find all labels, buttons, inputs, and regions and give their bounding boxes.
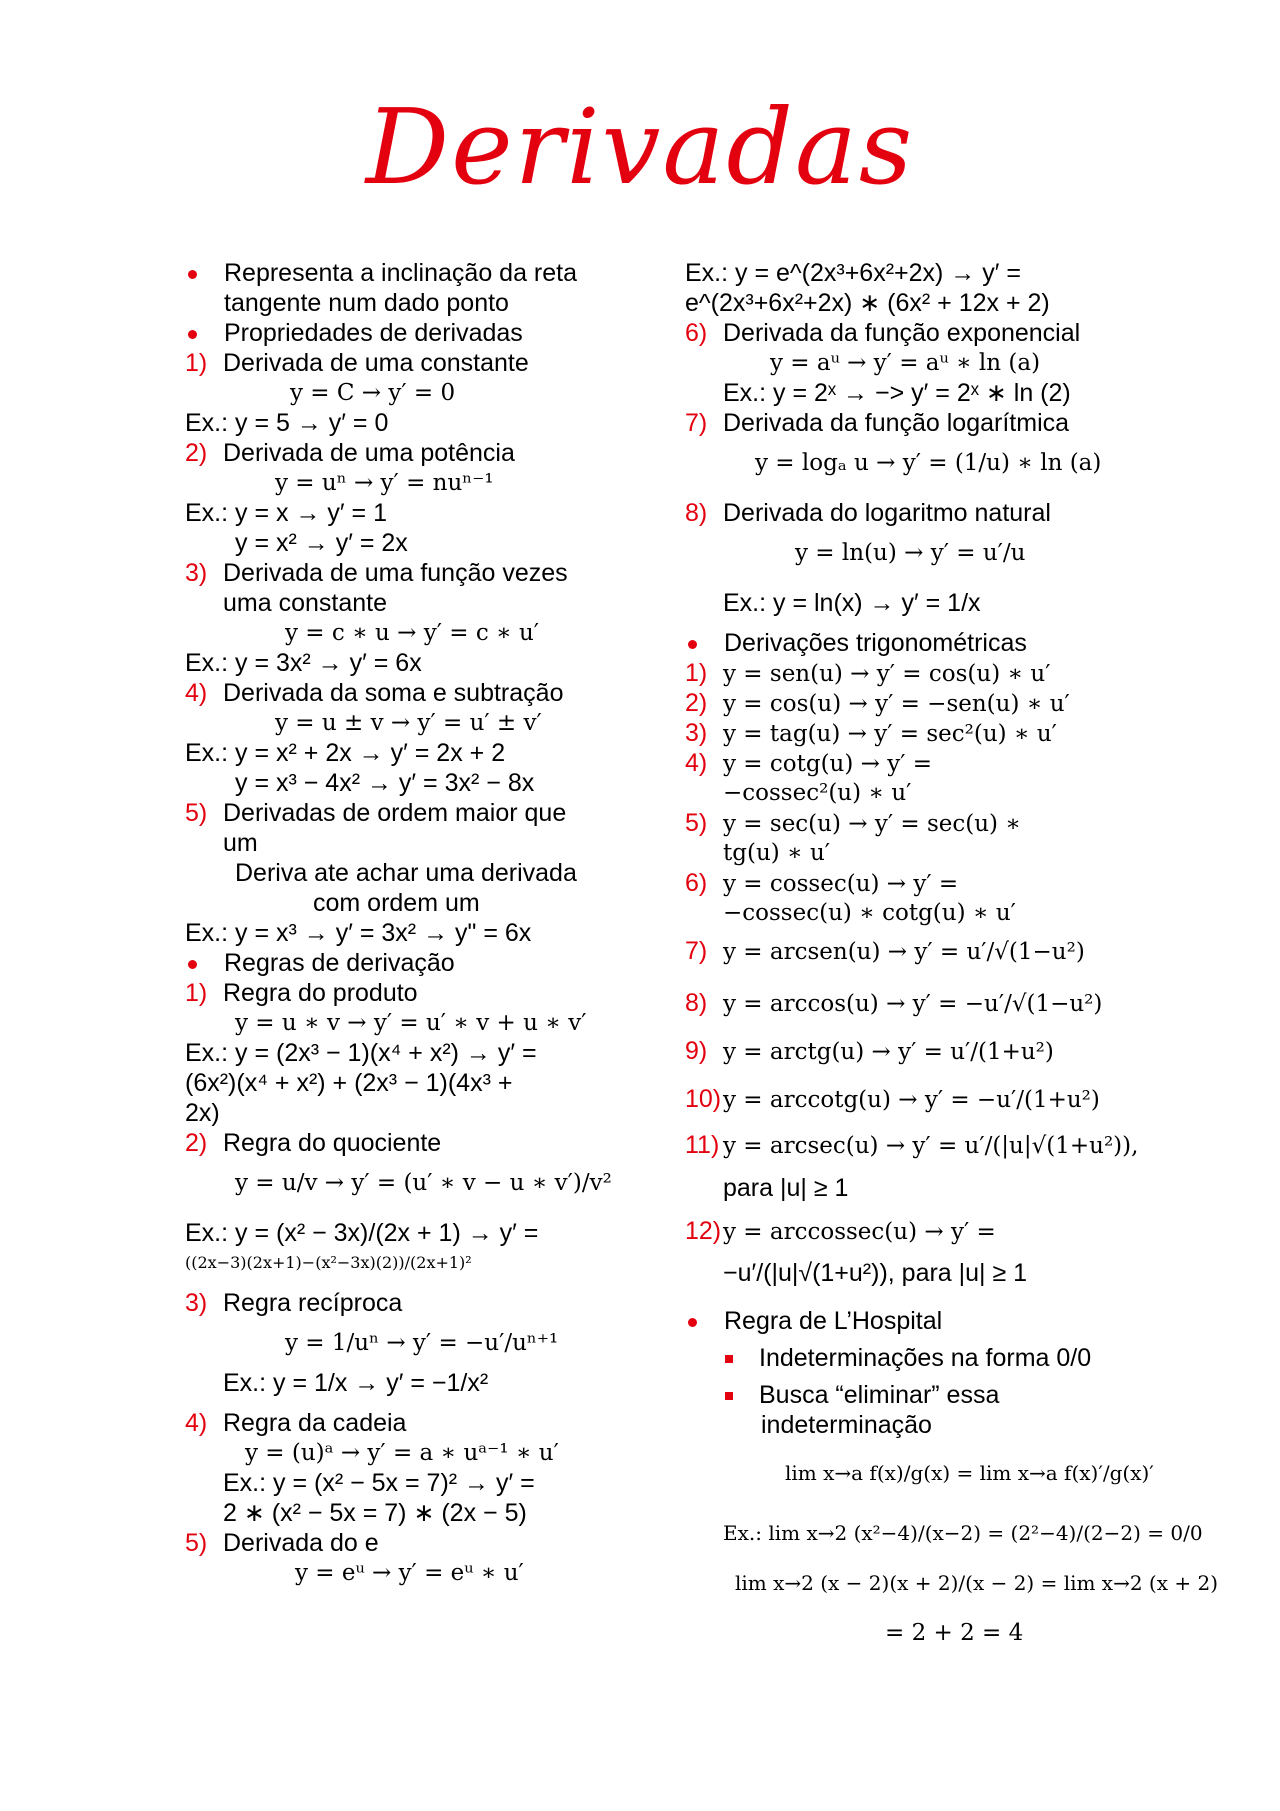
item-number: 8): [685, 499, 708, 527]
formula: y = c ∗ u → y′ = c ∗ u′: [285, 620, 540, 646]
item-number: 12): [685, 1217, 722, 1245]
item-heading: Derivada de uma função vezes: [223, 559, 568, 587]
formula: = 2 + 2 = 4: [885, 1620, 1024, 1646]
formula: y = (u)ᵃ → y′ = a ∗ uᵃ⁻¹ ∗ u′: [245, 1440, 559, 1466]
item-heading: Regra do quociente: [223, 1129, 442, 1157]
item-heading: Derivada da soma e subtração: [223, 679, 564, 707]
example: Ex.: lim x→2 (x²−4)/(x−2) = (2²−4)/(2−2) = 0/0: [723, 1521, 1203, 1545]
item-number: 4): [685, 749, 708, 777]
formula: y = u ∗ v → y′ = u′ ∗ v + u ∗ v′: [235, 1010, 587, 1036]
formula: y = cossec(u) → y′ =: [723, 871, 959, 897]
example: Ex.: y = (x² − 5x = 7)² → y′ =: [223, 1469, 535, 1497]
list-item: Busca “eliminar” essa: [723, 1380, 999, 1410]
item-number: 3): [685, 719, 708, 747]
formula: y = tag(u) → y′ = sec²(u) ∗ u′: [723, 721, 1057, 747]
bullet-text: Regras de derivação: [185, 948, 455, 978]
formula: y = logₐ u → y′ = (1/u) ∗ ln (a): [755, 450, 1102, 476]
example: Ex.: y = x → y′ = 1: [185, 499, 387, 527]
item-number: 9): [685, 1037, 708, 1065]
example: Ex.: y = (x² − 3x)/(2x + 1) → y′ =: [185, 1219, 539, 1247]
example: e^(2x³+6x²+2x) ∗ (6x² + 12x + 2): [685, 289, 1050, 317]
formula: y = arcsen(u) → y′ = u′/√(1−u²): [723, 939, 1085, 965]
formula: −cossec(u) ∗ cotg(u) ∗ u′: [723, 900, 1016, 926]
example: Ex.: y = (2x³ − 1)(x⁴ + x²) → y′ =: [185, 1039, 537, 1067]
item-number: 2): [685, 689, 708, 717]
formula: y = cotg(u) → y′ =: [723, 751, 933, 777]
formula: y = C → y′ = 0: [290, 380, 456, 406]
example: y = x² → y′ = 2x: [235, 529, 408, 557]
item-number: 7): [685, 937, 708, 965]
example: y = x³ − 4x² → y′ = 3x² − 8x: [235, 769, 535, 797]
formula: y = u ± v → y′ = u′ ± v′: [275, 710, 542, 736]
list-item: Indeterminações na forma 0/0: [723, 1343, 1091, 1373]
item-heading: Regra da cadeia: [223, 1409, 407, 1437]
item-number: 8): [685, 989, 708, 1017]
item-number: 5): [685, 809, 708, 837]
formula: y = arcsec(u) → y′ = u′/(|u|√(1+u²)),: [723, 1133, 1139, 1159]
example: Ex.: y = e^(2x³+6x²+2x) → y′ =: [685, 259, 1021, 287]
formula: y = sen(u) → y′ = cos(u) ∗ u′: [723, 661, 1051, 687]
item-number: 1): [185, 349, 208, 377]
item-heading: Derivadas de ordem maior que: [223, 799, 567, 827]
formula: −cossec²(u) ∗ u′: [723, 780, 912, 806]
bullet-text: Representa a inclinação da reta: [185, 258, 577, 288]
example: Ex.: y = 2ˣ → −> y′ = 2ˣ ∗ ln (2): [723, 379, 1071, 407]
formula: y = aᵘ → y′ = aᵘ ∗ ln (a): [770, 350, 1041, 376]
formula: y = arccotg(u) → y′ = −u′/(1+u²): [723, 1087, 1100, 1113]
formula: y = arccossec(u) → y′ =: [723, 1219, 996, 1245]
formula: y = 1/uⁿ → y′ = −u′/uⁿ⁺¹: [285, 1330, 559, 1356]
item-heading: Regra do produto: [223, 979, 418, 1007]
example: 2 ∗ (x² − 5x = 7) ∗ (2x − 5): [223, 1499, 527, 1527]
bullet-text: Regra de L’Hospital: [685, 1306, 942, 1336]
text-line: 2x): [185, 1099, 220, 1127]
item-number: 2): [185, 439, 208, 467]
text-line: Deriva ate achar uma derivada: [235, 859, 577, 887]
formula: tg(u) ∗ u′: [723, 840, 831, 866]
item-number: 1): [185, 979, 208, 1007]
bullet-text: Derivações trigonométricas: [685, 628, 1027, 658]
item-heading: Derivada do e: [223, 1529, 379, 1557]
text-line: para |u| ≥ 1: [723, 1174, 849, 1202]
item-heading: Derivada do logaritmo natural: [723, 499, 1051, 527]
formula: y = ln(u) → y′ = u′/u: [795, 540, 1026, 566]
text-line: indeterminação: [761, 1411, 932, 1439]
item-number: 3): [185, 1289, 208, 1317]
item-number: 4): [185, 1409, 208, 1437]
formula: y = cos(u) → y′ = −sen(u) ∗ u′: [723, 691, 1070, 717]
text-line: com ordem um: [313, 889, 480, 917]
item-heading: Derivada da função exponencial: [723, 319, 1081, 347]
formula: ((2x−3)(2x+1)−(x²−3x)(2))/(2x+1)²: [185, 1253, 472, 1272]
text-line: tangente num dado ponto: [224, 289, 509, 317]
item-heading: Regra recíproca: [223, 1289, 403, 1317]
formula: lim x→a f(x)/g(x) = lim x→a f(x)′/g(x)′: [785, 1461, 1154, 1485]
example: Ex.: y = 3x² → y′ = 6x: [185, 649, 422, 677]
item-number: 11): [685, 1131, 720, 1159]
example: Ex.: y = 1/x → y′ = −1/x²: [223, 1369, 489, 1397]
item-number: 10): [685, 1085, 722, 1113]
text-line: um: [223, 829, 258, 857]
item-heading: Derivada de uma constante: [223, 349, 529, 377]
formula: y = sec(u) → y′ = sec(u) ∗: [723, 811, 1021, 837]
text-line: (6x²)(x⁴ + x²) + (2x³ − 1)(4x³ +: [185, 1069, 513, 1097]
item-heading: Derivada da função logarítmica: [723, 409, 1070, 437]
item-number: 5): [185, 1529, 208, 1557]
item-number: 2): [185, 1129, 208, 1157]
item-number: 6): [685, 869, 708, 897]
formula: y = arctg(u) → y′ = u′/(1+u²): [723, 1039, 1054, 1065]
page-title: Derivadas: [365, 86, 915, 208]
example: Ex.: y = 5 → y′ = 0: [185, 409, 389, 437]
item-number: 7): [685, 409, 708, 437]
item-number: 6): [685, 319, 708, 347]
formula: lim x→2 (x − 2)(x + 2)/(x − 2) = lim x→2 (x + 2): [735, 1571, 1219, 1595]
item-number: 1): [685, 659, 708, 687]
bullet-text: Propriedades de derivadas: [185, 318, 523, 348]
example: Ex.: y = ln(x) → y′ = 1/x: [723, 589, 981, 617]
formula: −u′/(|u|√(1+u²)), para |u| ≥ 1: [723, 1259, 1028, 1287]
formula: y = u/v → y′ = (u′ ∗ v − u ∗ v′)/v²: [235, 1170, 612, 1196]
item-number: 3): [185, 559, 208, 587]
example: Ex.: y = x² + 2x → y′ = 2x + 2: [185, 739, 506, 767]
formula: y = eᵘ → y′ = eᵘ ∗ u′: [295, 1560, 524, 1586]
item-number: 5): [185, 799, 208, 827]
formula: y = uⁿ → y′ = nuⁿ⁻¹: [275, 470, 494, 496]
item-heading: Derivada de uma potência: [223, 439, 515, 467]
example: Ex.: y = x³ → y′ = 3x² → y" = 6x: [185, 919, 532, 947]
text-line: uma constante: [223, 589, 387, 617]
formula: y = arccos(u) → y′ = −u′/√(1−u²): [723, 991, 1103, 1017]
item-number: 4): [185, 679, 208, 707]
